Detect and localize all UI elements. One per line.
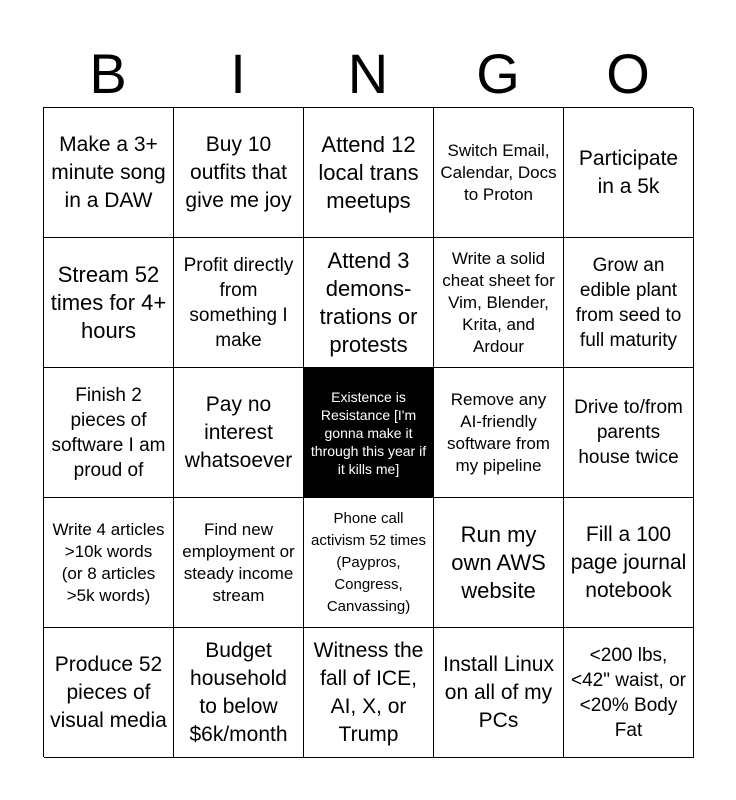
bingo-cell[interactable] xyxy=(304,498,434,628)
bingo-cell[interactable] xyxy=(434,498,564,628)
header-letter-g: G xyxy=(476,42,520,105)
bingo-cell[interactable] xyxy=(434,628,564,758)
cell-text: Finish 2 pieces of software I am proud of xyxy=(51,384,166,481)
bingo-cell[interactable] xyxy=(564,368,694,498)
cell-text: Budget household to below $6k/month xyxy=(189,638,288,746)
bingo-cell[interactable] xyxy=(564,238,694,368)
bingo-cell[interactable] xyxy=(44,628,174,758)
bingo-cell[interactable] xyxy=(434,368,564,498)
cell-text: Make a 3+ minute song in a DAW xyxy=(51,132,166,212)
cell-text: Install Linux on all of my PCs xyxy=(443,652,554,732)
header-letter-b: B xyxy=(89,42,127,105)
cell-text: Fill a 100 page journal notebook xyxy=(570,522,687,602)
cell-text: Find new employment or steady income stream xyxy=(182,519,295,605)
cell-text: Drive to/from parents house twice xyxy=(574,397,683,468)
cell-text: Attend 3 demons-trations or protests xyxy=(319,247,418,357)
bingo-cell[interactable] xyxy=(174,238,304,368)
header-letter-n: N xyxy=(347,42,389,105)
bingo-cell[interactable] xyxy=(174,108,304,238)
cell-text: Switch Email, Calendar, Docs to Proton xyxy=(440,140,557,204)
bingo-cell[interactable] xyxy=(564,108,694,238)
bingo-card xyxy=(43,107,693,757)
bingo-cell[interactable] xyxy=(434,108,564,238)
bingo-cell[interactable] xyxy=(44,108,174,238)
bingo-cell[interactable] xyxy=(44,238,174,368)
cell-text: Existence is Resistance [I'm gonna make it through this year if it kills me] xyxy=(310,388,427,477)
cell-text: Participate in a 5k xyxy=(578,146,679,198)
cell-text: Remove any AI-friendly software from my pipeline xyxy=(447,389,550,475)
cell-text: Phone call activism 52 times (Paypros, Congress, Canvassing) xyxy=(310,509,427,615)
cell-text: Pay no interest whatsoever xyxy=(184,392,293,472)
bingo-cell[interactable] xyxy=(304,628,434,758)
cell-text: Attend 12 local trans meetups xyxy=(318,131,419,213)
bingo-cell[interactable] xyxy=(174,498,304,628)
free-space-cell[interactable] xyxy=(304,368,434,498)
cell-text: Profit directly from something I make xyxy=(183,254,294,351)
cell-text: <200 lbs, <42" waist, or <20% Body Fat xyxy=(571,644,686,741)
cell-text: Witness the fall of ICE, AI, X, or Trump xyxy=(313,638,424,746)
bingo-cell[interactable] xyxy=(564,498,694,628)
cell-text: Stream 52 times for 4+ hours xyxy=(50,261,167,343)
cell-text: Produce 52 pieces of visual media xyxy=(50,652,167,732)
bingo-cell[interactable] xyxy=(304,108,434,238)
cell-text: Grow an edible plant from seed to full maturity xyxy=(575,254,682,351)
bingo-cell[interactable] xyxy=(304,238,434,368)
cell-text: Buy 10 outfits that give me joy xyxy=(185,132,292,212)
header-letter-o: O xyxy=(606,42,650,105)
header-letter-i: I xyxy=(230,42,246,105)
bingo-cell[interactable] xyxy=(174,368,304,498)
bingo-cell[interactable] xyxy=(174,628,304,758)
cell-text: Run my own AWS website xyxy=(451,521,546,603)
cell-text: Write a solid cheat sheet for Vim, Blender, Krita, and Ardour xyxy=(442,248,555,356)
bingo-cell[interactable] xyxy=(44,498,174,628)
bingo-cell[interactable] xyxy=(434,238,564,368)
bingo-cell[interactable] xyxy=(564,628,694,758)
cell-text: Write 4 articles >10k words (or 8 articles >5k words) xyxy=(52,519,165,605)
bingo-header xyxy=(43,40,693,108)
bingo-cell[interactable] xyxy=(44,368,174,498)
